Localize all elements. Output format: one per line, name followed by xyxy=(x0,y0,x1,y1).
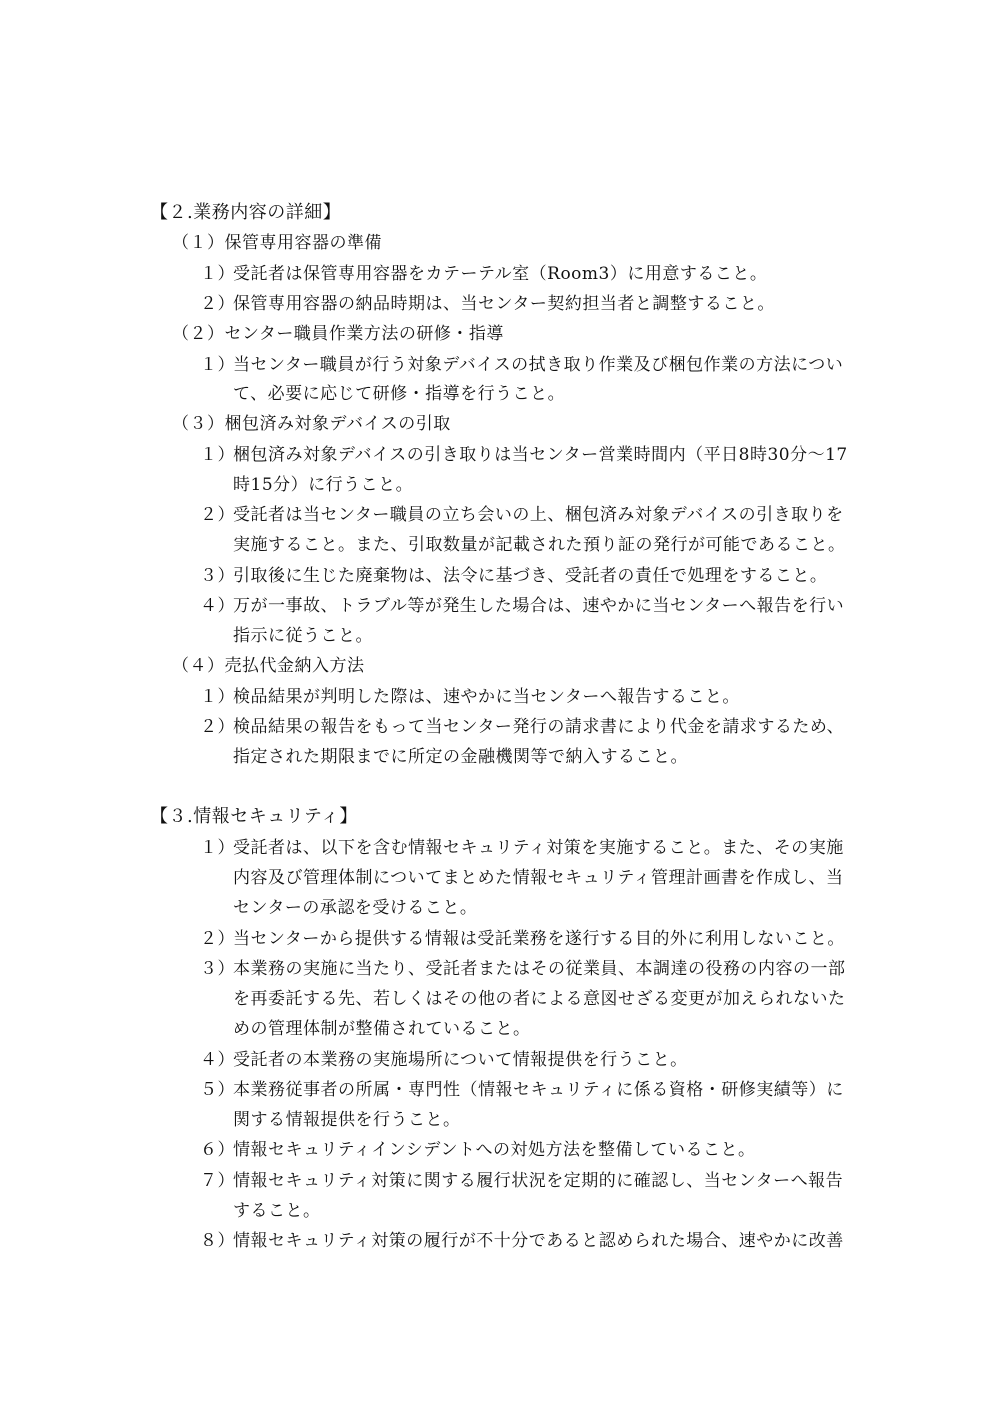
item-text: 保管専用容器の納品時期は、当センター契約担当者と調整すること。 xyxy=(233,294,775,314)
item-number: ２） xyxy=(200,929,235,949)
item-text: 当センターから提供する情報は受託業務を遂行する目的外に利用しないこと。 xyxy=(233,929,845,949)
item-text: 梱包済み対象デバイスの引き取りは当センター営業時間内（平日8時30分～17 xyxy=(233,445,848,465)
item-text: 受託者は保管専用容器をカテーテル室（Room3）に用意すること。 xyxy=(233,264,768,284)
item-number: ２） xyxy=(200,505,235,525)
item-text-continued: を再委託する先、若しくはその他の者による意図せざる変更が加えられないた xyxy=(233,989,846,1009)
item-text: 情報セキュリティ対策に関する履行状況を定期的に確認し、当センターへ報告 xyxy=(233,1171,844,1191)
section-2-heading: 【２.業務内容の詳細】 xyxy=(150,202,342,223)
item-text: 検品結果が判明した際は、速やかに当センターへ報告すること。 xyxy=(233,687,740,707)
item-number: １） xyxy=(200,445,235,465)
item-text-continued: 指定された期限までに所定の金融機関等で納入すること。 xyxy=(233,747,688,767)
item-text-continued: 指示に従うこと。 xyxy=(233,626,373,646)
section-3-heading: 【３.情報セキュリティ】 xyxy=(150,806,358,827)
item-number: ５） xyxy=(200,1080,235,1100)
item-text: 受託者は、以下を含む情報セキュリティ対策を実施すること。また、その実施 xyxy=(233,838,844,858)
item-text-continued: センターの承認を受けること。 xyxy=(233,898,478,918)
item-number: ６） xyxy=(200,1140,235,1160)
item-number: ４） xyxy=(200,1050,235,1070)
subsection-3-heading: （３）梱包済み対象デバイスの引取 xyxy=(172,414,451,434)
item-text-continued: 内容及び管理体制についてまとめた情報セキュリティ管理計画書を作成し、当 xyxy=(233,868,844,888)
item-text-continued: めの管理体制が整備されていること。 xyxy=(233,1019,531,1039)
item-text-continued: て、必要に応じて研修・指導を行うこと。 xyxy=(233,384,566,404)
item-number: ２） xyxy=(200,717,235,737)
item-text: 万が一事故、トラブル等が発生した場合は、速やかに当センターへ報告を行い xyxy=(233,596,845,616)
item-text-continued: すること。 xyxy=(233,1201,321,1221)
item-text: 情報セキュリティインシデントへの対処方法を整備していること。 xyxy=(233,1140,756,1160)
item-text-continued: 関する情報提供を行うこと。 xyxy=(233,1110,461,1130)
item-number: ２） xyxy=(200,294,235,314)
subsection-2-heading: （２）センター職員作業方法の研修・指導 xyxy=(172,324,504,344)
item-text-continued: 時15分）に行うこと。 xyxy=(233,475,414,495)
item-number: ３） xyxy=(200,566,235,586)
item-text: 本業務の実施に当たり、受託者またはその従業員、本調達の役務の内容の一部 xyxy=(233,959,846,979)
item-number: ７） xyxy=(200,1171,235,1191)
item-number: ３） xyxy=(200,959,235,979)
item-number: １） xyxy=(200,264,235,284)
item-text-continued: 実施すること。また、引取数量が記載された預り証の発行が可能であること。 xyxy=(233,535,846,555)
item-text: 引取後に生じた廃棄物は、法令に基づき、受託者の責任で処理をすること。 xyxy=(233,566,828,586)
item-number: １） xyxy=(200,838,235,858)
item-text: 受託者の本業務の実施場所について情報提供を行うこと。 xyxy=(233,1050,688,1070)
item-text: 情報セキュリティ対策の履行が不十分であると認められた場合、速やかに改善 xyxy=(233,1231,844,1251)
item-text: 検品結果の報告をもって当センター発行の請求書により代金を請求するため、 xyxy=(233,717,845,737)
item-text: 受託者は当センター職員の立ち会いの上、梱包済み対象デバイスの引き取りを xyxy=(233,505,844,525)
subsection-1-heading: （１）保管専用容器の準備 xyxy=(172,233,382,253)
item-number: １） xyxy=(200,355,235,375)
item-number: １） xyxy=(200,687,235,707)
item-number: ４） xyxy=(200,596,235,616)
item-text: 本業務従事者の所属・専門性（情報セキュリティに係る資格・研修実績等）に xyxy=(233,1080,844,1100)
item-number: ８） xyxy=(200,1231,235,1251)
subsection-4-heading: （４）売払代金納入方法 xyxy=(172,656,365,676)
item-text: 当センター職員が行う対象デバイスの拭き取り作業及び梱包作業の方法につい xyxy=(233,355,844,375)
